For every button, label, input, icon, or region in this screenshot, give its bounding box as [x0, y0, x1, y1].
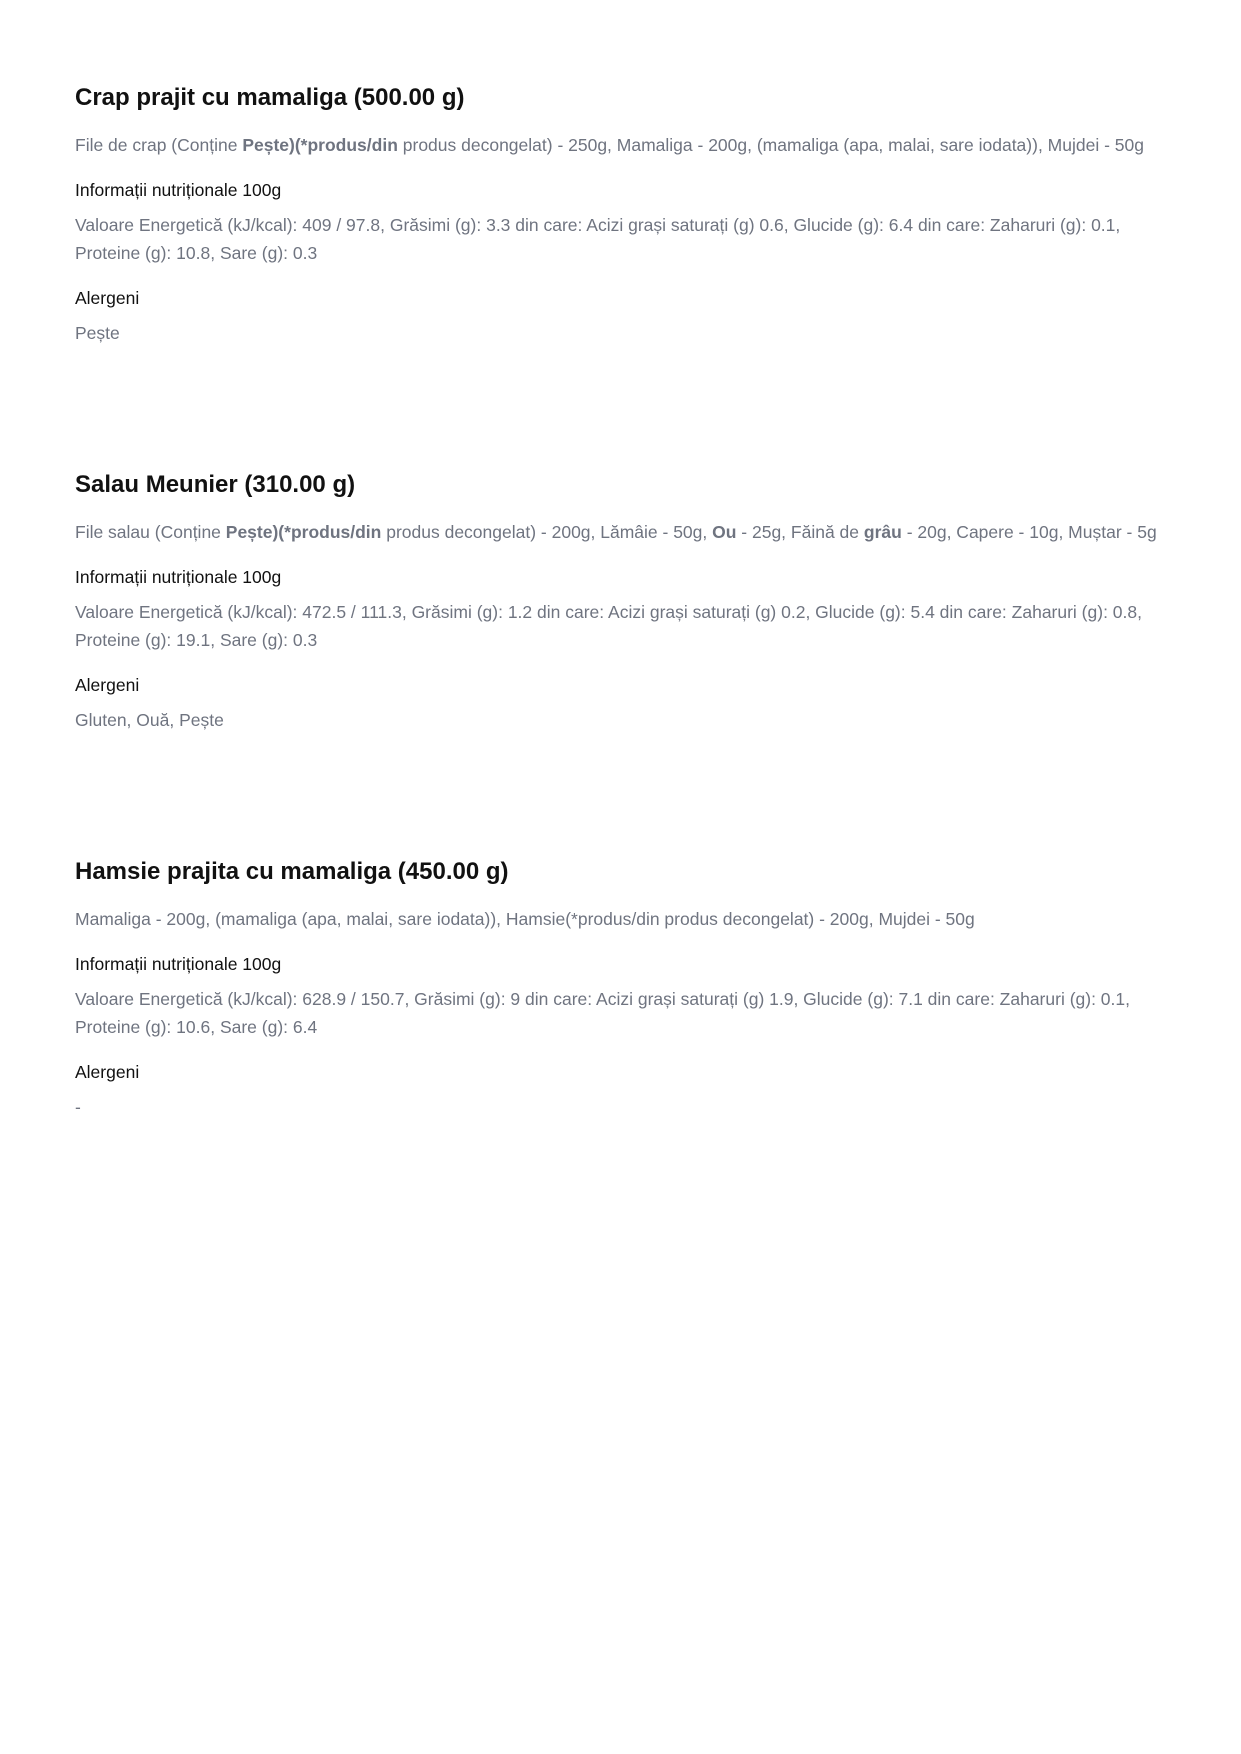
allergen-highlight: Pește)(*produs/din [225, 522, 382, 542]
allergens-values: Gluten, Ouă, Pește [75, 710, 224, 730]
product-card [75, 470, 1165, 734]
product-ingredients [75, 131, 1165, 159]
ingredient-text: produs decongelat) - 200g, Lămâie - 50g, [381, 522, 713, 542]
product-card [75, 857, 1165, 1121]
nutrition-label: Informații nutriționale 100g [75, 180, 282, 200]
product-ingredients [75, 518, 1165, 546]
product-title: Hamsie prajita cu mamaliga (450.00 g) [75, 858, 509, 885]
allergens-label: Alergeni [75, 288, 140, 308]
ingredient-text: File de crap (Conține [75, 135, 243, 155]
allergens-label: Alergeni [75, 675, 140, 695]
nutrition-values: Valoare Energetică (kJ/kcal): 409 / 97.8, Grăsimi (g): 3.3 din care: Acizi grași saturați (g) 0.6, Glucide (g): 6.4 din care: Zaharuri (g): 0.1, Proteine (g): 10.8, Sare (g): 0.3 [75, 215, 1121, 263]
nutrition-values: Valoare Energetică (kJ/kcal): 628.9 / 150.7, Grăsimi (g): 9 din care: Acizi grași saturați (g) 1.9, Glucide (g): 7.1 din care: Zaharuri (g): 0.1, Proteine (g): 10.6, Sare (g): 6.4 [75, 989, 1130, 1037]
nutrition-label: Informații nutriționale 100g [75, 954, 282, 974]
product-card [75, 83, 1165, 347]
nutrition-label: Informații nutriționale 100g [75, 567, 282, 587]
allergens-values: - [75, 1097, 81, 1117]
nutrition-values: Valoare Energetică (kJ/kcal): 472.5 / 111.3, Grăsimi (g): 1.2 din care: Acizi grași saturați (g) 0.2, Glucide (g): 5.4 din care: Zaharuri (g): 0.8, Proteine (g): 19.1, Sare (g): 0.3 [75, 602, 1142, 650]
ingredient-text: - 20g, Capere - 10g, Muștar - 5g [901, 522, 1157, 542]
allergens-label: Alergeni [75, 1062, 140, 1082]
product-title: Salau Meunier (310.00 g) [75, 471, 356, 498]
product-ingredients [75, 905, 1165, 933]
allergen-highlight: Ou [712, 522, 737, 542]
ingredient-text: Mamaliga - 200g, (mamaliga (apa, malai, sare iodata)), Hamsie(*produs/din produs decongelat) - 200g, Mujdei - 50g [75, 909, 975, 929]
ingredient-text: File salau (Conține [75, 522, 226, 542]
allergen-highlight: Pește)(*produs/din [242, 135, 398, 155]
ingredient-text: - 25g, Făină de [736, 522, 864, 542]
allergens-values: Pește [75, 323, 120, 343]
allergen-highlight: grâu [863, 522, 902, 542]
ingredient-text: produs decongelat) - 250g, Mamaliga - 200g, (mamaliga (apa, malai, sare iodata)), Mujdei - 50g [397, 135, 1144, 155]
product-title: Crap prajit cu mamaliga (500.00 g) [75, 84, 465, 111]
